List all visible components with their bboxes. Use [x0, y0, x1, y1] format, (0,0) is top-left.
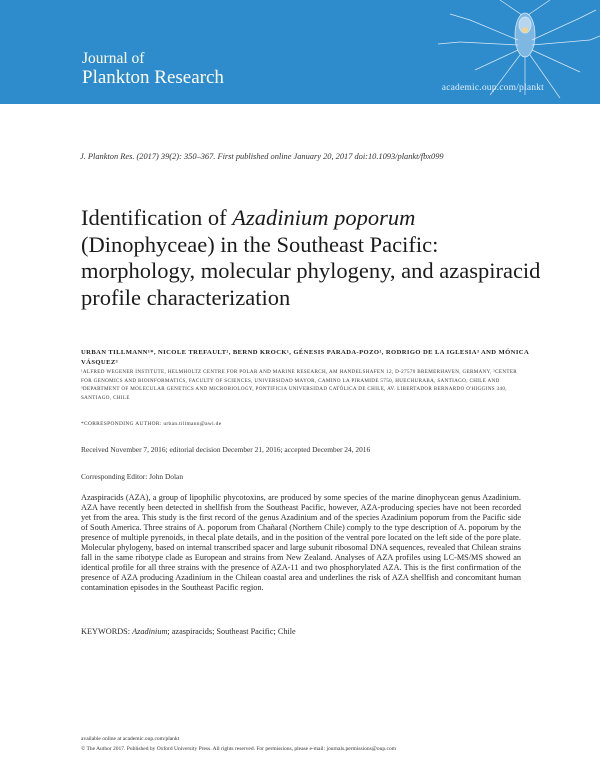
journal-name-line2: Plankton Research [82, 67, 224, 88]
corresponding-email[interactable]: urban.tillmann@awi.de [163, 421, 222, 427]
author-list: URBAN TILLMANN¹*, NICOLE TREFAULT², BERND KROCK¹, GÉNESIS PARADA-POZO², RODRIGO DE LA IGLESIA³ AND MÓNICA VÁSQUEZ³ [81, 349, 529, 366]
keyword-first: Azadinium [132, 627, 168, 636]
citation-line: J. Plankton Res. (2017) 39(2): 350–367. First published online January 20, 2017 doi:10.1093/plankt/fbx099 [80, 152, 444, 161]
journal-url[interactable]: academic.oup.com/plankt [441, 83, 544, 93]
page-footer [81, 735, 541, 754]
keywords-label: KEYWORDS: [81, 627, 133, 636]
title-species: Azadinium poporum [232, 205, 416, 230]
journal-banner [0, 0, 600, 104]
corresponding-label: *CORRESPONDING AUTHOR: [81, 421, 162, 427]
keywords-rest: ; azaspiracids; Southeast Pacific; Chile [167, 627, 296, 636]
corresponding-editor: Corresponding Editor: John Dolan [81, 472, 184, 481]
article-title [81, 205, 551, 311]
journal-name [82, 50, 224, 89]
affiliations: ¹ALFRED WEGENER INSTITUTE, HELMHOLTZ CENTRE FOR POLAR AND MARINE RESEARCH, AM HANDELSHAFEN 12, D-27570 BREMERHAVEN, GERMANY, ²CENTER FOR GENOMICS AND BIOINFORMATICS, FACULTY OF SCIENCES, UNIVERSIDAD MAYOR, CAMINO LA PIRAMIDE 5750, HUECHURABA, SANTIAGO, CHILE AND ³DEPARTMENT OF MOLECULAR GENETICS AND MICROBIOLOGY, PONTIFICIA UNIVERSIDAD CATÓLICA DE CHILE, AV. LIBERTADOR BERNARDO O'HIGGINS 340, SANTIAGO, CHILE [81, 369, 518, 401]
received-dates: Received November 7, 2016; editorial decision December 21, 2016; accepted December 24, 2016 [81, 445, 371, 454]
corresponding-author [81, 421, 221, 427]
footer-copyright: © The Author 2017. Published by Oxford University Press. All rights reserved. For permissions, please e-mail: journals.permissions@oup.com [81, 745, 396, 752]
journal-name-line1: Journal of [82, 50, 145, 67]
keywords [81, 627, 296, 636]
footer-availability[interactable]: available online at academic.oup.com/plankt [81, 736, 180, 742]
title-part2: (Dinophyceae) in the Southeast Pacific: morphology, molecular phylogeny, and azaspiracid profile characterization [81, 231, 541, 310]
abstract: Azaspiracids (AZA), a group of lipophilic phycotoxins, are produced by some species of the marine dinophycean genus Azadinium. AZA have recently been detected in shellfish from the Southeast Pacific, however, AZA-producing species have not been recorded yet from the area. This study is the first record of the genus Azadinium and of the species Azadinium poporum from the Pacific side of South America. Three strains of A. poporum from Chañaral (Northern Chile) comply to the type description of A. poporum by the presence of multiple pyrenoids, in thecal plate details, and in the position of the ventral pore located on the left side of the pore plate. Molecular phylogeny, based on internal transcribed spacer and large subunit ribosomal DNA sequences, revealed that Chilean strains fall in the same ribotype clade as European and strains from New Zealand. Analyses of AZA profiles using LC-MS/MS showed an identical profile for all three strains with the presence of AZA-11 and two phosphorylated AZA. This is the first confirmation of the presence of AZA producing Azadinium in the Chilean coastal area and underlines the risk of AZA shellfish and concomitant human contamination episodes in the Southeast Pacific region. [81, 493, 521, 593]
title-part1: Identification of [81, 205, 233, 230]
